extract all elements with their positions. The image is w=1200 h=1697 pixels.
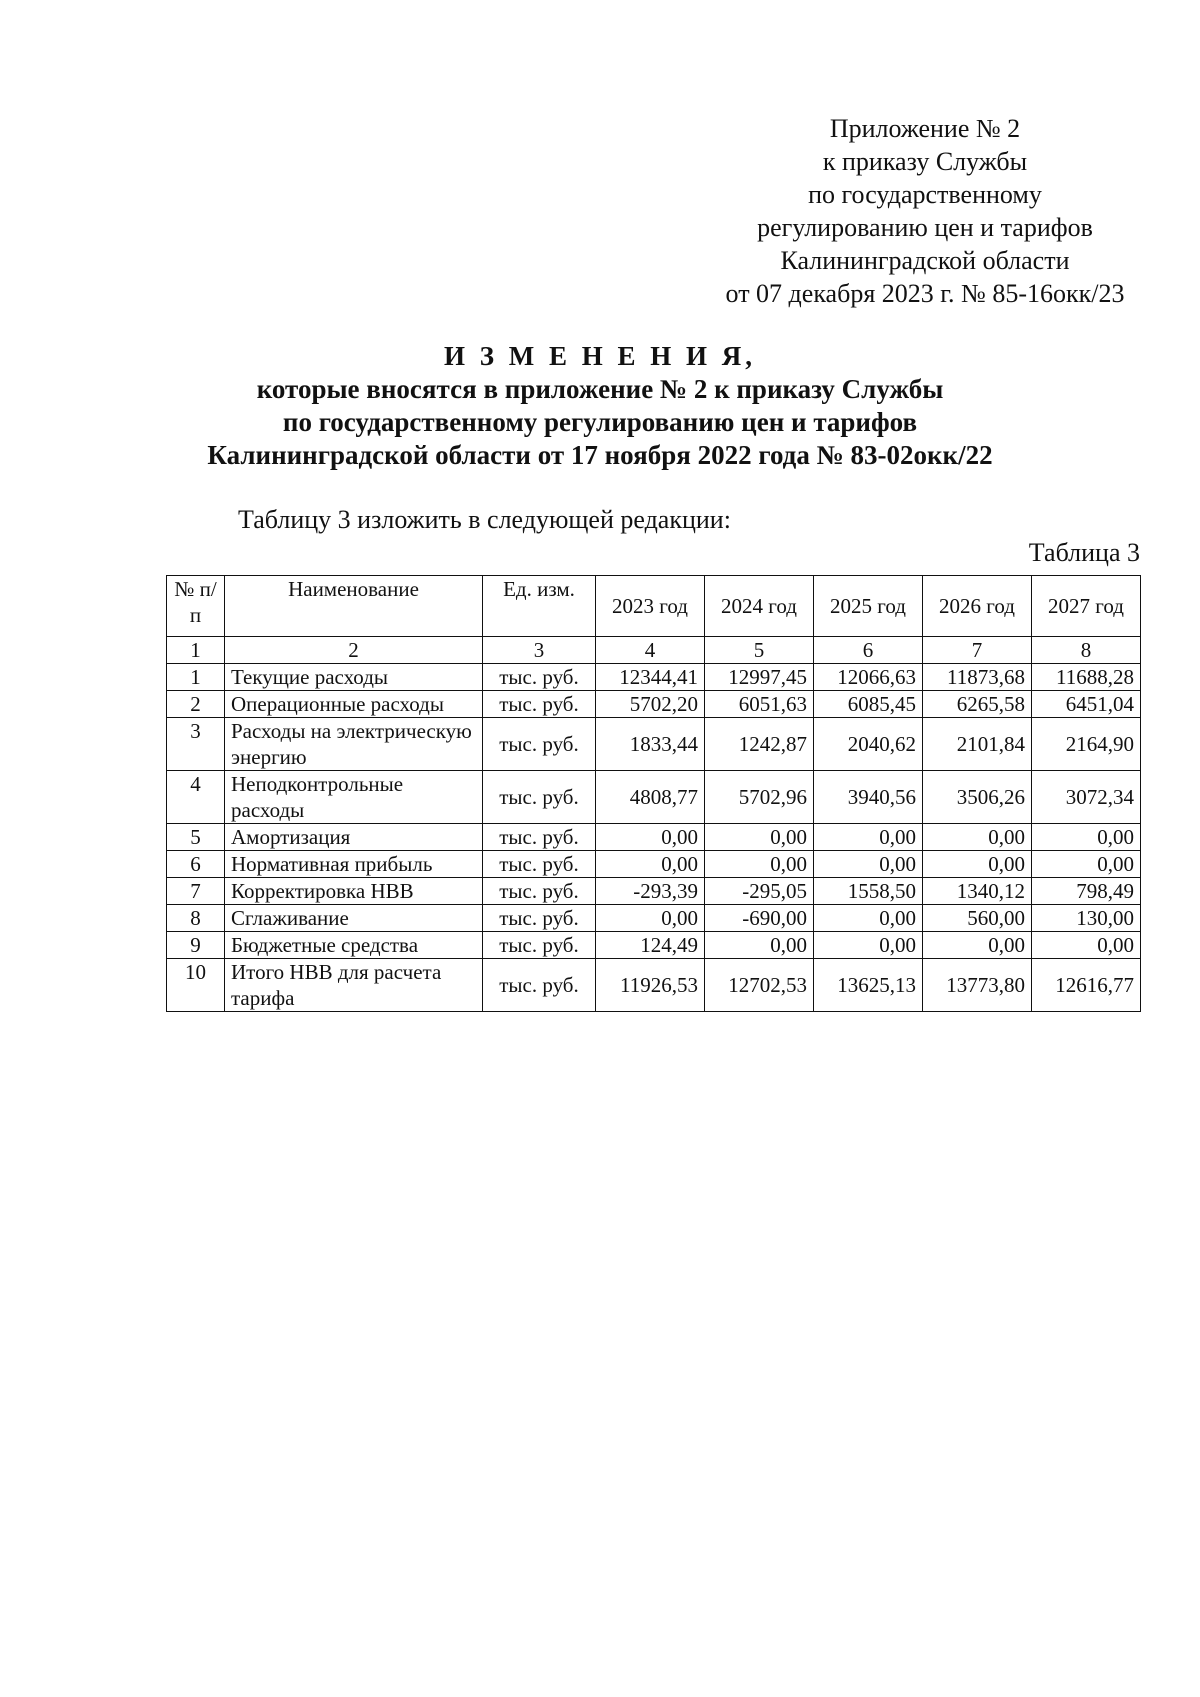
row-value: 4808,77	[596, 771, 705, 824]
row-unit: тыс. руб.	[483, 878, 596, 905]
row-value: 12616,77	[1032, 959, 1141, 1012]
row-number: 7	[167, 878, 225, 905]
column-number: 4	[596, 637, 705, 664]
column-number: 2	[225, 637, 483, 664]
row-value: 6085,45	[814, 691, 923, 718]
approval-line: по государственному	[808, 180, 1042, 209]
row-value: 0,00	[596, 905, 705, 932]
heading-line: которые вносятся в приложение № 2 к приказу Службы	[256, 374, 944, 404]
row-value: 0,00	[814, 851, 923, 878]
row-value: 1558,50	[814, 878, 923, 905]
header-year: 2023 год	[596, 576, 705, 637]
row-value: 0,00	[705, 932, 814, 959]
row-value: 11688,28	[1032, 664, 1141, 691]
approval-line: к приказу Службы	[822, 147, 1028, 176]
row-value: 0,00	[596, 851, 705, 878]
row-value: 5702,20	[596, 691, 705, 718]
row-value: 12702,53	[705, 959, 814, 1012]
row-value: 1340,12	[923, 878, 1032, 905]
row-value: 0,00	[923, 932, 1032, 959]
row-number: 3	[167, 718, 225, 771]
row-name: Сглаживание	[225, 905, 483, 932]
row-value: 13625,13	[814, 959, 923, 1012]
row-value: 3506,26	[923, 771, 1032, 824]
approval-line: Приложение № 2	[829, 114, 1021, 143]
column-number: 5	[705, 637, 814, 664]
row-value: 13773,80	[923, 959, 1032, 1012]
row-value: 0,00	[814, 824, 923, 851]
row-name: Неподконтрольные расходы	[225, 771, 483, 824]
row-value: -690,00	[705, 905, 814, 932]
row-value: 0,00	[1032, 851, 1141, 878]
row-value: 0,00	[814, 932, 923, 959]
row-name: Бюджетные средства	[225, 932, 483, 959]
row-value: 124,49	[596, 932, 705, 959]
header-year: 2025 год	[814, 576, 923, 637]
row-number: 2	[167, 691, 225, 718]
row-number: 1	[167, 664, 225, 691]
table-row	[167, 905, 1141, 932]
row-value: 0,00	[1032, 824, 1141, 851]
row-value: 12344,41	[596, 664, 705, 691]
approval-block	[690, 112, 1160, 310]
table-row	[167, 851, 1141, 878]
row-name: Текущие расходы	[225, 664, 483, 691]
row-name: Амортизация	[225, 824, 483, 851]
intro-text: Таблицу 3 изложить в следующей редакции:	[238, 505, 731, 534]
column-number: 1	[167, 637, 225, 664]
header-name: Наименование	[225, 576, 483, 637]
row-unit: тыс. руб.	[483, 664, 596, 691]
row-number: 9	[167, 932, 225, 959]
row-unit: тыс. руб.	[483, 691, 596, 718]
row-unit: тыс. руб.	[483, 905, 596, 932]
heading-line: Калининградской области от 17 ноября 2022 года № 83-02окк/22	[207, 440, 993, 470]
header-year: 2027 год	[1032, 576, 1141, 637]
approval-line: от 07 декабря 2023 г. № 85-16окк/23	[725, 279, 1125, 308]
header-year: 2026 год	[923, 576, 1032, 637]
row-value: 0,00	[923, 824, 1032, 851]
row-value: 798,49	[1032, 878, 1141, 905]
row-value: 6265,58	[923, 691, 1032, 718]
header-unit: Ед. изм.	[483, 576, 596, 637]
row-value: 11926,53	[596, 959, 705, 1012]
header-no: № п/п	[167, 576, 225, 637]
row-value: 3940,56	[814, 771, 923, 824]
row-value: 5702,96	[705, 771, 814, 824]
column-number-row	[167, 637, 1141, 664]
row-value: 2101,84	[923, 718, 1032, 771]
table-row	[167, 824, 1141, 851]
approval-line: Калининградской области	[780, 246, 1070, 275]
row-value: 11873,68	[923, 664, 1032, 691]
row-value: 0,00	[705, 824, 814, 851]
row-value: 12066,63	[814, 664, 923, 691]
row-number: 8	[167, 905, 225, 932]
table-row	[167, 718, 1141, 771]
table-row	[167, 959, 1141, 1012]
row-name: Итого НВВ для расчета тарифа	[225, 959, 483, 1012]
row-name: Корректировка НВВ	[225, 878, 483, 905]
document-heading	[0, 340, 1200, 472]
column-number: 6	[814, 637, 923, 664]
table-row	[167, 932, 1141, 959]
header-year: 2024 год	[705, 576, 814, 637]
row-value: 0,00	[1032, 932, 1141, 959]
row-unit: тыс. руб.	[483, 824, 596, 851]
row-value: -293,39	[596, 878, 705, 905]
table-row	[167, 691, 1141, 718]
column-number: 3	[483, 637, 596, 664]
row-value: 6451,04	[1032, 691, 1141, 718]
column-number: 7	[923, 637, 1032, 664]
row-value: 12997,45	[705, 664, 814, 691]
row-value: 6051,63	[705, 691, 814, 718]
row-value: 130,00	[1032, 905, 1141, 932]
row-value: 2164,90	[1032, 718, 1141, 771]
data-table	[166, 575, 1141, 1012]
row-name: Расходы на электрическую энергию	[225, 718, 483, 771]
row-name: Операционные расходы	[225, 691, 483, 718]
table-row	[167, 878, 1141, 905]
row-value: 0,00	[596, 824, 705, 851]
row-number: 6	[167, 851, 225, 878]
heading-line: по государственному регулированию цен и тарифов	[282, 407, 918, 437]
row-value: 1242,87	[705, 718, 814, 771]
table-caption: Таблица 3	[1028, 538, 1140, 567]
heading-title: И З М Е Н Е Н И Я,	[443, 341, 756, 371]
table-header-row	[167, 576, 1141, 637]
row-value: 3072,34	[1032, 771, 1141, 824]
row-value: 0,00	[705, 851, 814, 878]
row-unit: тыс. руб.	[483, 718, 596, 771]
row-number: 5	[167, 824, 225, 851]
table-row	[167, 771, 1141, 824]
row-value: 560,00	[923, 905, 1032, 932]
row-value: 0,00	[814, 905, 923, 932]
table-row	[167, 664, 1141, 691]
row-unit: тыс. руб.	[483, 771, 596, 824]
row-name: Нормативная прибыль	[225, 851, 483, 878]
approval-line: регулированию цен и тарифов	[757, 213, 1093, 242]
row-number: 4	[167, 771, 225, 824]
row-value: 2040,62	[814, 718, 923, 771]
row-value: -295,05	[705, 878, 814, 905]
column-number: 8	[1032, 637, 1141, 664]
row-value: 1833,44	[596, 718, 705, 771]
row-value: 0,00	[923, 851, 1032, 878]
row-unit: тыс. руб.	[483, 851, 596, 878]
row-number: 10	[167, 959, 225, 1012]
row-unit: тыс. руб.	[483, 932, 596, 959]
row-unit: тыс. руб.	[483, 959, 596, 1012]
